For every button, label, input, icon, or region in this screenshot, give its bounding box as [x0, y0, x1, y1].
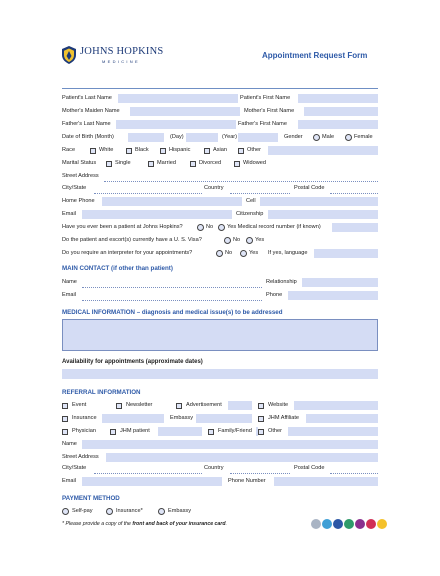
visa-no-label: No — [233, 237, 241, 243]
dob-day-label: (Day) — [170, 134, 184, 140]
contact-name-label: Name — [62, 279, 77, 285]
ref-newsletter-checkbox[interactable] — [116, 403, 122, 409]
race-hispanic-checkbox[interactable] — [160, 148, 166, 154]
row-mother-name — [62, 106, 378, 117]
ref-website-label: Website — [268, 402, 289, 408]
row-race — [62, 145, 378, 156]
dob-month-label: Date of Birth (Month) — [62, 134, 114, 140]
pay-embassy-radio[interactable] — [158, 508, 165, 515]
row-patient-name — [62, 93, 378, 104]
logo-subtitle: MEDICINE — [102, 59, 140, 64]
patient-last-name-label: Patient's Last Name — [62, 95, 112, 101]
citizenship-field[interactable] — [268, 210, 378, 219]
note-prefix: * Please provide a copy of the — [62, 521, 133, 527]
patient-last-name-field[interactable] — [118, 94, 238, 103]
ref-postal-label: Postal Code — [294, 465, 325, 471]
relationship-field[interactable] — [302, 278, 378, 287]
row-referral-1 — [62, 400, 378, 411]
dob-month-field[interactable] — [128, 133, 164, 142]
cell-field[interactable] — [260, 197, 378, 206]
note-suffix: . — [225, 521, 227, 527]
marital-divorced-checkbox[interactable] — [190, 161, 196, 167]
row-referral-2 — [62, 413, 378, 424]
country-label: Country — [204, 185, 224, 191]
medical-info-field[interactable] — [62, 319, 378, 351]
note-bold: front and back of your insurance card — [132, 521, 226, 527]
race-other-field[interactable] — [268, 146, 378, 155]
color-dot — [311, 519, 321, 529]
ref-other-label: Other — [268, 428, 282, 434]
visa-yes-label: Yes — [255, 237, 265, 243]
header-divider — [62, 88, 378, 89]
postal-field[interactable] — [330, 183, 378, 194]
mother-maiden-field[interactable] — [130, 107, 240, 116]
ref-postal-field[interactable] — [330, 463, 378, 474]
marital-single-label: Single — [115, 160, 131, 166]
race-black-checkbox[interactable] — [126, 148, 132, 154]
email-field[interactable] — [82, 210, 232, 219]
row-referral-street — [62, 452, 378, 463]
patient-before-no-label: No — [206, 224, 214, 230]
ref-name-field[interactable] — [82, 440, 378, 449]
mrn-field[interactable] — [332, 223, 378, 232]
ref-jhm-affiliate-field[interactable] — [306, 414, 378, 423]
color-dot — [344, 519, 354, 529]
home-phone-field[interactable] — [102, 197, 242, 206]
ref-email-field[interactable] — [82, 477, 222, 486]
ref-phone-label: Phone Number — [228, 478, 266, 484]
availability-field[interactable] — [62, 369, 378, 379]
ref-jhm-patient-checkbox[interactable] — [110, 429, 116, 435]
ref-physician-label: Physician — [72, 428, 96, 434]
row-interpreter — [62, 248, 378, 259]
ref-jhm-patient-label: JHM patient — [120, 428, 150, 434]
ref-city-field[interactable] — [94, 463, 202, 474]
gender-male-radio[interactable] — [313, 134, 320, 141]
interpreter-no-radio[interactable] — [216, 250, 223, 257]
city-state-label: City/State — [62, 185, 87, 191]
patient-before-question: Have you ever been a patient at Johns Hopkins? — [62, 224, 183, 230]
ref-event-label: Event — [72, 402, 87, 408]
row-contact-email — [62, 290, 378, 301]
patient-first-name-field[interactable] — [298, 94, 378, 103]
ref-family-label: Family/Friend — [218, 428, 252, 434]
race-black-label: Black — [135, 147, 149, 153]
ref-embassy-label: Embassy — [170, 415, 194, 421]
medical-info-heading: MEDICAL INFORMATION – diagnosis and medical issue(s) to be addressed — [62, 309, 283, 316]
mother-first-field[interactable] — [304, 107, 378, 116]
color-dot — [377, 519, 387, 529]
street-field[interactable] — [104, 171, 378, 182]
pay-embassy-label: Embassy — [168, 508, 192, 514]
row-payment — [62, 506, 378, 517]
interpreter-question: Do you require an interpreter for your appointments? — [62, 250, 193, 256]
race-hispanic-label: Hispanic — [169, 147, 191, 153]
row-referral-city — [62, 463, 378, 474]
contact-email-field[interactable] — [82, 290, 262, 301]
race-white-checkbox[interactable] — [90, 148, 96, 154]
ref-country-field[interactable] — [230, 463, 290, 474]
ref-physician-checkbox[interactable] — [62, 429, 68, 435]
pay-self-label: Self-pay — [72, 508, 93, 514]
interpreter-no-label: No — [225, 250, 233, 256]
gender-male-label: Male — [322, 134, 335, 140]
contact-phone-field[interactable] — [288, 291, 378, 300]
visa-yes-radio[interactable] — [246, 237, 253, 244]
ref-other-field[interactable] — [288, 427, 378, 436]
mother-maiden-label: Mother's Maiden Name — [62, 108, 120, 114]
referral-heading: REFERRAL INFORMATION — [62, 389, 141, 396]
city-state-field[interactable] — [94, 183, 202, 194]
father-first-field[interactable] — [298, 120, 378, 129]
ref-phone-field[interactable] — [274, 477, 378, 486]
ref-street-field[interactable] — [106, 453, 378, 462]
race-asian-checkbox[interactable] — [204, 148, 210, 154]
race-other-label: Other — [247, 147, 261, 153]
dob-day-field[interactable] — [186, 133, 218, 142]
pay-insurance-label: Insurance* — [116, 508, 143, 514]
row-referral-email — [62, 476, 378, 487]
gender-label: Gender — [284, 134, 303, 140]
marital-divorced-label: Divorced — [199, 160, 222, 166]
row-dob-gender — [62, 132, 378, 143]
father-last-label: Father's Last Name — [62, 121, 111, 127]
interpreter-yes-radio[interactable] — [240, 250, 247, 257]
marital-single-checkbox[interactable] — [106, 161, 112, 167]
row-street — [62, 171, 378, 182]
citizenship-label: Citizenship — [236, 211, 264, 217]
country-field[interactable] — [230, 183, 290, 194]
ref-country-label: Country — [204, 465, 224, 471]
contact-name-field[interactable] — [82, 277, 262, 288]
relationship-label: Relationship — [266, 279, 297, 285]
contact-phone-label: Phone — [266, 292, 283, 298]
color-dot — [355, 519, 365, 529]
ref-advertisement-checkbox[interactable] — [176, 403, 182, 409]
johns-hopkins-logo — [62, 44, 182, 70]
street-label: Street Address — [62, 173, 99, 179]
ref-email-label: Email — [62, 478, 76, 484]
pay-self-radio[interactable] — [62, 508, 69, 515]
pay-insurance-radio[interactable] — [106, 508, 113, 515]
ref-insurance-field[interactable] — [102, 414, 164, 423]
race-label: Race — [62, 147, 76, 153]
ref-advertisement-label: Advertisement — [186, 402, 222, 408]
logo-wordmark: JOHNS HOPKINS — [80, 46, 164, 57]
dob-year-label: (Year) — [222, 134, 238, 140]
ref-website-checkbox[interactable] — [258, 403, 264, 409]
ref-jhm-affiliate-label: JHM Affiliate — [268, 415, 299, 421]
color-dot — [333, 519, 343, 529]
ref-street-label: Street Address — [62, 454, 99, 460]
ref-website-field[interactable] — [294, 401, 378, 410]
ref-event-checkbox[interactable] — [62, 403, 68, 409]
race-asian-label: Asian — [213, 147, 227, 153]
row-marital — [62, 158, 378, 169]
shield-icon — [62, 46, 76, 64]
marital-married-label: Married — [157, 160, 176, 166]
form-title: Appointment Request Form — [262, 51, 368, 60]
gender-female-label: Female — [354, 134, 373, 140]
visa-question: Do the patient and escort(s) currently have a U. S. Visa? — [62, 237, 202, 243]
row-contact-name — [62, 277, 378, 288]
ref-newsletter-label: Newsletter — [126, 402, 153, 408]
ref-name-label: Name — [62, 441, 77, 447]
language-label: If yes, language — [268, 250, 308, 256]
race-white-label: White — [99, 147, 114, 153]
color-dot — [322, 519, 332, 529]
postal-label: Postal Code — [294, 185, 325, 191]
row-phone — [62, 196, 378, 207]
ref-jhm-affiliate-checkbox[interactable] — [258, 416, 264, 422]
availability-heading: Availability for appointments (approximate dates) — [62, 359, 203, 365]
ref-jhm-patient-field[interactable] — [158, 427, 202, 436]
email-label: Email — [62, 211, 76, 217]
patient-before-yes-radio[interactable] — [218, 224, 225, 231]
father-last-field[interactable] — [116, 120, 236, 129]
marital-married-checkbox[interactable] — [148, 161, 154, 167]
gender-female-radio[interactable] — [345, 134, 352, 141]
interpreter-yes-label: Yes — [249, 250, 259, 256]
ref-advertisement-field[interactable] — [228, 401, 252, 410]
row-patient-before — [62, 222, 378, 233]
father-first-label: Father's First Name — [238, 121, 287, 127]
insurance-note — [62, 521, 227, 527]
payment-heading: PAYMENT METHOD — [62, 495, 120, 502]
row-father-name — [62, 119, 378, 130]
contact-email-label: Email — [62, 292, 76, 298]
main-contact-heading: MAIN CONTACT (if other than patient) — [62, 265, 173, 272]
dob-year-field[interactable] — [238, 133, 278, 142]
language-field[interactable] — [314, 249, 378, 258]
marital-widowed-checkbox[interactable] — [234, 161, 240, 167]
ref-insurance-checkbox[interactable] — [62, 416, 68, 422]
ref-city-label: City/State — [62, 465, 87, 471]
ref-other-checkbox[interactable] — [258, 429, 264, 435]
ref-family-checkbox[interactable] — [208, 429, 214, 435]
patient-before-yes-label: Yes Medical record number (if known) — [227, 224, 321, 230]
row-visa — [62, 235, 378, 246]
mother-first-label: Mother's First Name — [244, 108, 295, 114]
row-email — [62, 209, 378, 220]
row-referral-3 — [62, 426, 378, 437]
ref-embassy-field[interactable] — [196, 414, 252, 423]
race-other-checkbox[interactable] — [238, 148, 244, 154]
visa-no-radio[interactable] — [224, 237, 231, 244]
marital-label: Marital Status — [62, 160, 97, 166]
patient-before-no-radio[interactable] — [197, 224, 204, 231]
color-dot — [366, 519, 376, 529]
marital-widowed-label: Widowed — [243, 160, 267, 166]
cell-label: Cell — [246, 198, 256, 204]
home-phone-label: Home Phone — [62, 198, 95, 204]
row-city — [62, 183, 378, 194]
ref-insurance-label: Insurance — [72, 415, 97, 421]
row-referral-name — [62, 439, 378, 450]
patient-first-name-label: Patient's First Name — [240, 95, 291, 101]
